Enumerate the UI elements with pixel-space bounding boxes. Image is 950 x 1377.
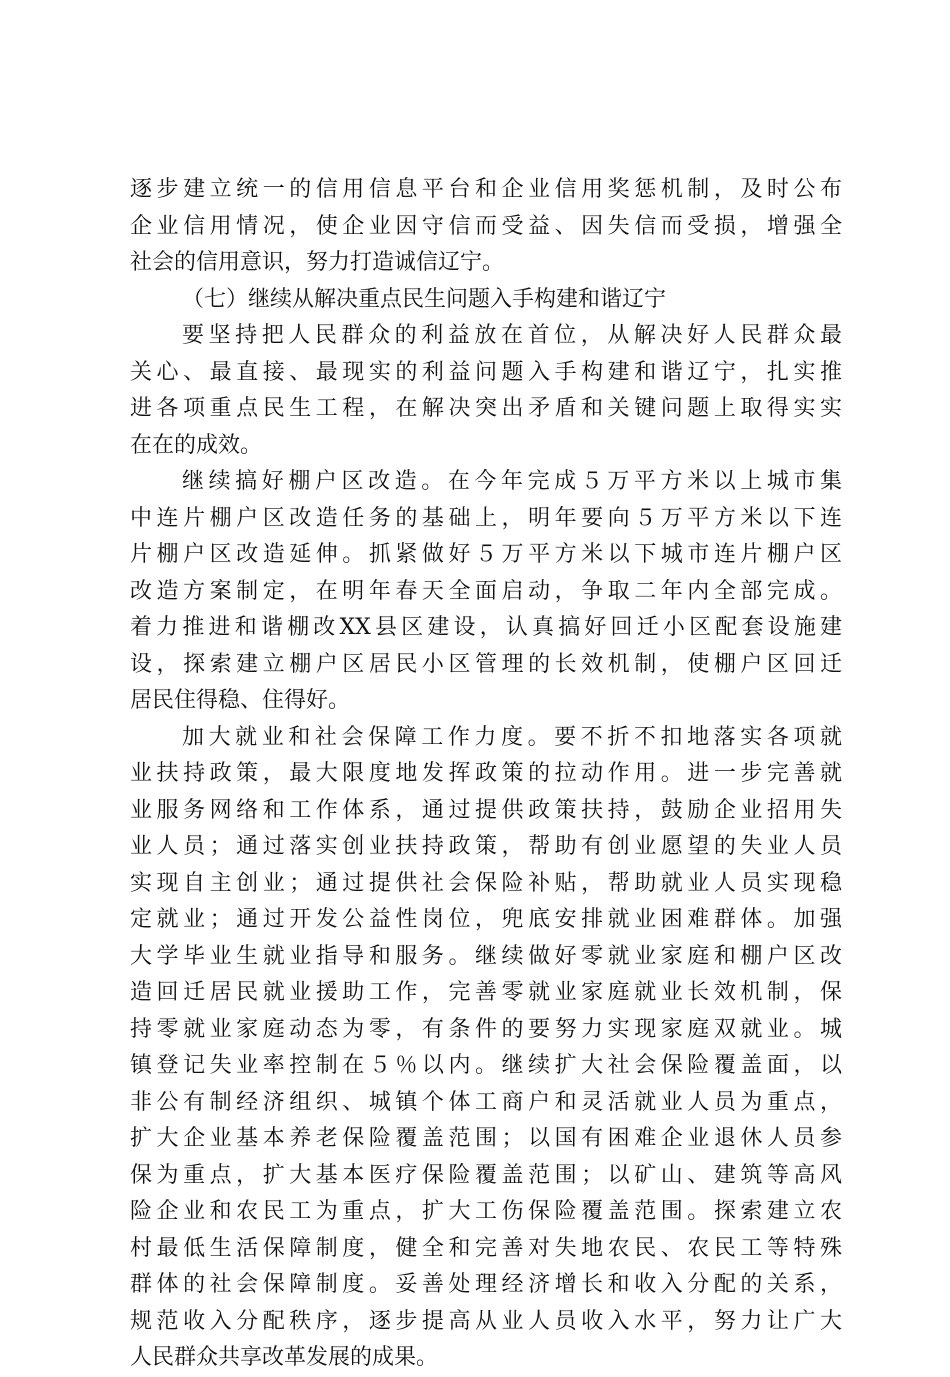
body-line: 设，探索建立棚户区居民小区管理的长效机制，使棚户区回迁 bbox=[130, 651, 842, 677]
body-line: 扩大企业基本养老保险覆盖范围；以国有困难企业退休人员参 bbox=[130, 1126, 842, 1151]
body-line: 着力推进和谐棚改XX县区建设，认真搞好回迁小区配套设施建 bbox=[130, 615, 842, 640]
body-line: 要坚持把人民群众的利益放在首位，从解决好人民群众最 bbox=[182, 323, 842, 348]
body-line: 改造方案制定，在明年春天全面启动，争取二年内全部完成。 bbox=[130, 578, 842, 604]
body-line: 在在的成效。 bbox=[130, 432, 263, 458]
section-heading: （七）继续从解决重点民生问题入手构建和谐辽宁 bbox=[182, 286, 667, 312]
body-line: 逐步建立统一的信用信息平台和企业信用奖惩机制，及时公布 bbox=[130, 177, 842, 202]
body-line: 大学毕业生就业指导和服务。继续做好零就业家庭和棚户区改 bbox=[130, 943, 842, 969]
body-line: 镇登记失业率控制在５％以内。继续扩大社会保险覆盖面，以 bbox=[130, 1053, 842, 1078]
body-line: 保为重点，扩大基本医疗保险覆盖范围；以矿山、建筑等高风 bbox=[130, 1162, 842, 1188]
body-line: 业扶持政策，最大限度地发挥政策的拉动作用。进一步完善就 bbox=[130, 761, 842, 786]
document-body bbox=[130, 172, 842, 1377]
body-line: 实现自主创业；通过提供社会保险补贴，帮助就业人员实现稳 bbox=[130, 870, 842, 896]
body-line: 继续搞好棚户区改造。在今年完成５万平方米以上城市集 bbox=[182, 469, 842, 494]
body-line: 人民群众共享改革发展的成果。 bbox=[130, 1345, 439, 1370]
body-line: 进各项重点民生工程，在解决突出矛盾和关键问题上取得实实 bbox=[130, 396, 842, 421]
body-line: 群体的社会保障制度。妥善处理经济增长和收入分配的关系， bbox=[130, 1272, 842, 1297]
body-line: 村最低生活保障制度，健全和完善对失地农民、农民工等特殊 bbox=[130, 1235, 842, 1261]
body-line: 社会的信用意识，努力打造诚信辽宁。 bbox=[130, 250, 505, 275]
body-line: 企业信用情况，使企业因守信而受益、因失信而受损，增强全 bbox=[130, 213, 842, 239]
body-line: 中连片棚户区改造任务的基础上，明年要向５万平方米以下连 bbox=[130, 505, 842, 531]
body-line: 造回迁居民就业援助工作，完善零就业家庭就业长效机制，保 bbox=[130, 980, 842, 1005]
body-line: 定就业；通过开发公益性岗位，兜底安排就业困难群体。加强 bbox=[130, 907, 842, 932]
body-line: 规范收入分配秩序，逐步提高从业人员收入水平，努力让广大 bbox=[130, 1308, 842, 1334]
body-line: 非公有制经济组织、城镇个体工商户和灵活就业人员为重点， bbox=[130, 1089, 842, 1115]
body-line: 险企业和农民工为重点，扩大工伤保险覆盖范围。探索建立农 bbox=[130, 1199, 842, 1224]
body-line: 持零就业家庭动态为零，有条件的要努力实现家庭双就业。城 bbox=[130, 1016, 842, 1042]
body-line: 业服务网络和工作体系，通过提供政策扶持，鼓励企业招用失 bbox=[130, 797, 842, 823]
body-line: 业人员；通过落实创业扶持政策，帮助有创业愿望的失业人员 bbox=[130, 834, 842, 859]
body-line: 居民住得稳、住得好。 bbox=[130, 688, 351, 713]
body-line: 片棚户区改造延伸。抓紧做好５万平方米以下城市连片棚户区 bbox=[130, 542, 842, 567]
body-line: 关心、最直接、最现实的利益问题入手构建和谐辽宁，扎实推 bbox=[130, 359, 842, 385]
body-line: 加大就业和社会保障工作力度。要不折不扣地落实各项就 bbox=[182, 724, 842, 750]
